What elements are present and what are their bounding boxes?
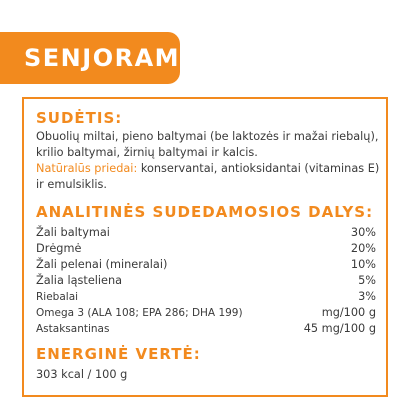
label-panel xyxy=(22,97,388,397)
product-title: SENJORAMS xyxy=(24,44,199,72)
analytics-label: Omega 3 (ALA 108; EPA 286; DHA 199) xyxy=(36,307,243,319)
analytics-label: Riebalai xyxy=(36,291,79,303)
analytics-value: 30% xyxy=(350,226,376,239)
additives-label: Natūralūs priedai: xyxy=(36,162,138,175)
analytics-label: Žalia ląsteliena xyxy=(36,274,123,287)
analytics-label: Žali pelenai (mineralai) xyxy=(36,258,168,271)
analytics-value: 20% xyxy=(350,242,376,255)
analytics-label: Drėgmė xyxy=(36,242,82,255)
composition-text xyxy=(36,129,381,193)
analytics-value: mg/100 g xyxy=(321,306,376,319)
analytics-value: 5% xyxy=(358,274,376,287)
analytics-value: 10% xyxy=(350,258,376,271)
analytics-label: Astaksantinas xyxy=(36,323,110,335)
energy-value: 303 kcal / 100 g xyxy=(36,368,128,381)
analytics-row xyxy=(36,289,376,305)
additives-text: konservantai, antioksidantai (vitaminas E) ir emulsiklis. xyxy=(36,162,380,191)
composition-title: SUDĖTIS: xyxy=(36,109,123,127)
analytics-label: Žali baltymai xyxy=(36,226,110,239)
analytics-row xyxy=(36,241,376,257)
composition-ingredients: Obuolių miltai, pieno baltymai (be laktozės ir mažai riebalų), krilio baltymai, žirnių baltymai ir kalcis. xyxy=(36,130,379,159)
analytics-row xyxy=(36,321,376,337)
analytics-value: 45 mg/100 g xyxy=(303,322,376,335)
analytics-row xyxy=(36,273,376,289)
analytics-row xyxy=(36,225,376,241)
analytics-row xyxy=(36,305,376,321)
analytics-title: ANALITINĖS SUDEDAMOSIOS DALYS: xyxy=(36,203,374,221)
analytics-row xyxy=(36,257,376,273)
energy-title: ENERGINĖ VERTĖ: xyxy=(36,345,201,363)
analytics-value: 3% xyxy=(358,290,376,303)
product-banner xyxy=(0,32,199,84)
